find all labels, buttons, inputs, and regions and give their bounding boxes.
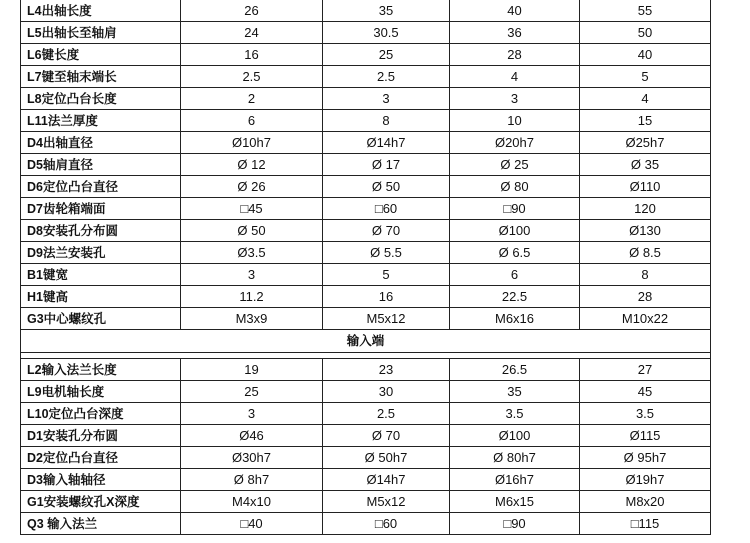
value-cell: Ø 26	[181, 176, 323, 198]
row-label: D8安装孔分布圆	[21, 220, 181, 242]
row-label: L9电机轴长度	[21, 381, 181, 403]
table-row	[21, 264, 711, 286]
row-label: L11法兰厚度	[21, 110, 181, 132]
value-cell: 23	[323, 359, 450, 381]
value-cell: M3x9	[181, 308, 323, 330]
value-cell: 6	[181, 110, 323, 132]
row-label: L7键至轴末端长	[21, 66, 181, 88]
value-cell: 11.2	[181, 286, 323, 308]
row-label: D4出轴直径	[21, 132, 181, 154]
row-label: D2定位凸台直径	[21, 447, 181, 469]
value-cell: M10x22	[580, 308, 711, 330]
value-cell: M5x12	[323, 308, 450, 330]
value-cell: 36	[450, 22, 580, 44]
table-row	[21, 425, 711, 447]
value-cell: 8	[580, 264, 711, 286]
section-header-row	[21, 330, 711, 353]
row-label: G1安装螺纹孔X深度	[21, 491, 181, 513]
value-cell: 5	[580, 66, 711, 88]
value-cell: 3	[323, 88, 450, 110]
table-row	[21, 469, 711, 491]
table-row	[21, 66, 711, 88]
value-cell: Ø 95h7	[580, 447, 711, 469]
value-cell: □90	[450, 198, 580, 220]
value-cell: 45	[580, 381, 711, 403]
row-label: L10定位凸台深度	[21, 403, 181, 425]
value-cell: Ø100	[450, 425, 580, 447]
table-row	[21, 132, 711, 154]
table-row	[21, 88, 711, 110]
value-cell: Ø20h7	[450, 132, 580, 154]
value-cell: M8x20	[580, 491, 711, 513]
value-cell: 30	[323, 381, 450, 403]
row-label: D5轴肩直径	[21, 154, 181, 176]
table-row	[21, 44, 711, 66]
value-cell: Ø46	[181, 425, 323, 447]
value-cell: M6x16	[450, 308, 580, 330]
value-cell: Ø 50	[323, 176, 450, 198]
value-cell: Ø 25	[450, 154, 580, 176]
value-cell: Ø14h7	[323, 469, 450, 491]
value-cell: Ø10h7	[181, 132, 323, 154]
value-cell: 26	[181, 0, 323, 22]
value-cell: Ø 8.5	[580, 242, 711, 264]
table-row	[21, 22, 711, 44]
row-label: D7齿轮箱端面	[21, 198, 181, 220]
value-cell: Ø 17	[323, 154, 450, 176]
value-cell: Ø3.5	[181, 242, 323, 264]
value-cell: 35	[450, 381, 580, 403]
value-cell: Ø 80	[450, 176, 580, 198]
value-cell: Ø100	[450, 220, 580, 242]
row-label: D1安装孔分布圆	[21, 425, 181, 447]
table-row	[21, 308, 711, 330]
value-cell: Ø 50h7	[323, 447, 450, 469]
section-title: 输入端	[21, 330, 711, 353]
value-cell: 40	[580, 44, 711, 66]
value-cell: Ø 5.5	[323, 242, 450, 264]
value-cell: Ø 80h7	[450, 447, 580, 469]
table-row	[21, 513, 711, 535]
value-cell: 50	[580, 22, 711, 44]
value-cell: 5	[323, 264, 450, 286]
value-cell: 16	[181, 44, 323, 66]
value-cell: 10	[450, 110, 580, 132]
value-cell: □40	[181, 513, 323, 535]
value-cell: 30.5	[323, 22, 450, 44]
table-row	[21, 286, 711, 308]
value-cell: Ø 12	[181, 154, 323, 176]
row-label: L8定位凸台长度	[21, 88, 181, 110]
spec-table	[20, 0, 711, 535]
value-cell: Ø 70	[323, 425, 450, 447]
value-cell: 8	[323, 110, 450, 132]
value-cell: 6	[450, 264, 580, 286]
value-cell: 3	[450, 88, 580, 110]
value-cell: Ø115	[580, 425, 711, 447]
value-cell: 28	[580, 286, 711, 308]
value-cell: 2.5	[323, 403, 450, 425]
value-cell: 35	[323, 0, 450, 22]
table-row	[21, 110, 711, 132]
output-section	[21, 0, 711, 330]
value-cell: 55	[580, 0, 711, 22]
value-cell: 28	[450, 44, 580, 66]
value-cell: 25	[181, 381, 323, 403]
row-label: L6键长度	[21, 44, 181, 66]
value-cell: 2	[181, 88, 323, 110]
value-cell: 24	[181, 22, 323, 44]
table-row	[21, 447, 711, 469]
value-cell: 120	[580, 198, 711, 220]
value-cell: □60	[323, 513, 450, 535]
table-row	[21, 154, 711, 176]
value-cell: 16	[323, 286, 450, 308]
row-label: G3中心螺纹孔	[21, 308, 181, 330]
value-cell: 3	[181, 264, 323, 286]
value-cell: 26.5	[450, 359, 580, 381]
value-cell: M5x12	[323, 491, 450, 513]
value-cell: 2.5	[181, 66, 323, 88]
table-row	[21, 242, 711, 264]
value-cell: 15	[580, 110, 711, 132]
value-cell: 3.5	[580, 403, 711, 425]
row-label: L4出轴长度	[21, 0, 181, 22]
value-cell: M6x15	[450, 491, 580, 513]
value-cell: Ø 35	[580, 154, 711, 176]
value-cell: 3	[181, 403, 323, 425]
row-label: H1键高	[21, 286, 181, 308]
value-cell: Ø 70	[323, 220, 450, 242]
spec-sheet	[20, 0, 710, 535]
value-cell: 22.5	[450, 286, 580, 308]
row-label: L2输入法兰长度	[21, 359, 181, 381]
value-cell: 40	[450, 0, 580, 22]
value-cell: 3.5	[450, 403, 580, 425]
value-cell: □45	[181, 198, 323, 220]
table-row	[21, 176, 711, 198]
row-label: Q3 输入法兰	[21, 513, 181, 535]
value-cell: Ø130	[580, 220, 711, 242]
value-cell: M4x10	[181, 491, 323, 513]
table-row	[21, 220, 711, 242]
value-cell: 4	[580, 88, 711, 110]
table-row	[21, 491, 711, 513]
row-label: L5出轴长至轴肩	[21, 22, 181, 44]
row-label: D9法兰安装孔	[21, 242, 181, 264]
row-label: D6定位凸台直径	[21, 176, 181, 198]
value-cell: Ø 8h7	[181, 469, 323, 491]
value-cell: Ø19h7	[580, 469, 711, 491]
table-row	[21, 0, 711, 22]
value-cell: 27	[580, 359, 711, 381]
value-cell: Ø25h7	[580, 132, 711, 154]
section-divider	[21, 330, 711, 359]
value-cell: Ø14h7	[323, 132, 450, 154]
table-row	[21, 198, 711, 220]
value-cell: 25	[323, 44, 450, 66]
table-row	[21, 403, 711, 425]
value-cell: 4	[450, 66, 580, 88]
value-cell: □90	[450, 513, 580, 535]
table-row	[21, 359, 711, 381]
row-label: D3输入轴轴径	[21, 469, 181, 491]
table-row	[21, 381, 711, 403]
value-cell: Ø 50	[181, 220, 323, 242]
value-cell: 2.5	[323, 66, 450, 88]
input-section	[21, 359, 711, 535]
row-label: B1键宽	[21, 264, 181, 286]
value-cell: Ø30h7	[181, 447, 323, 469]
value-cell: Ø110	[580, 176, 711, 198]
value-cell: □60	[323, 198, 450, 220]
value-cell: Ø16h7	[450, 469, 580, 491]
value-cell: 19	[181, 359, 323, 381]
value-cell: □115	[580, 513, 711, 535]
value-cell: Ø 6.5	[450, 242, 580, 264]
